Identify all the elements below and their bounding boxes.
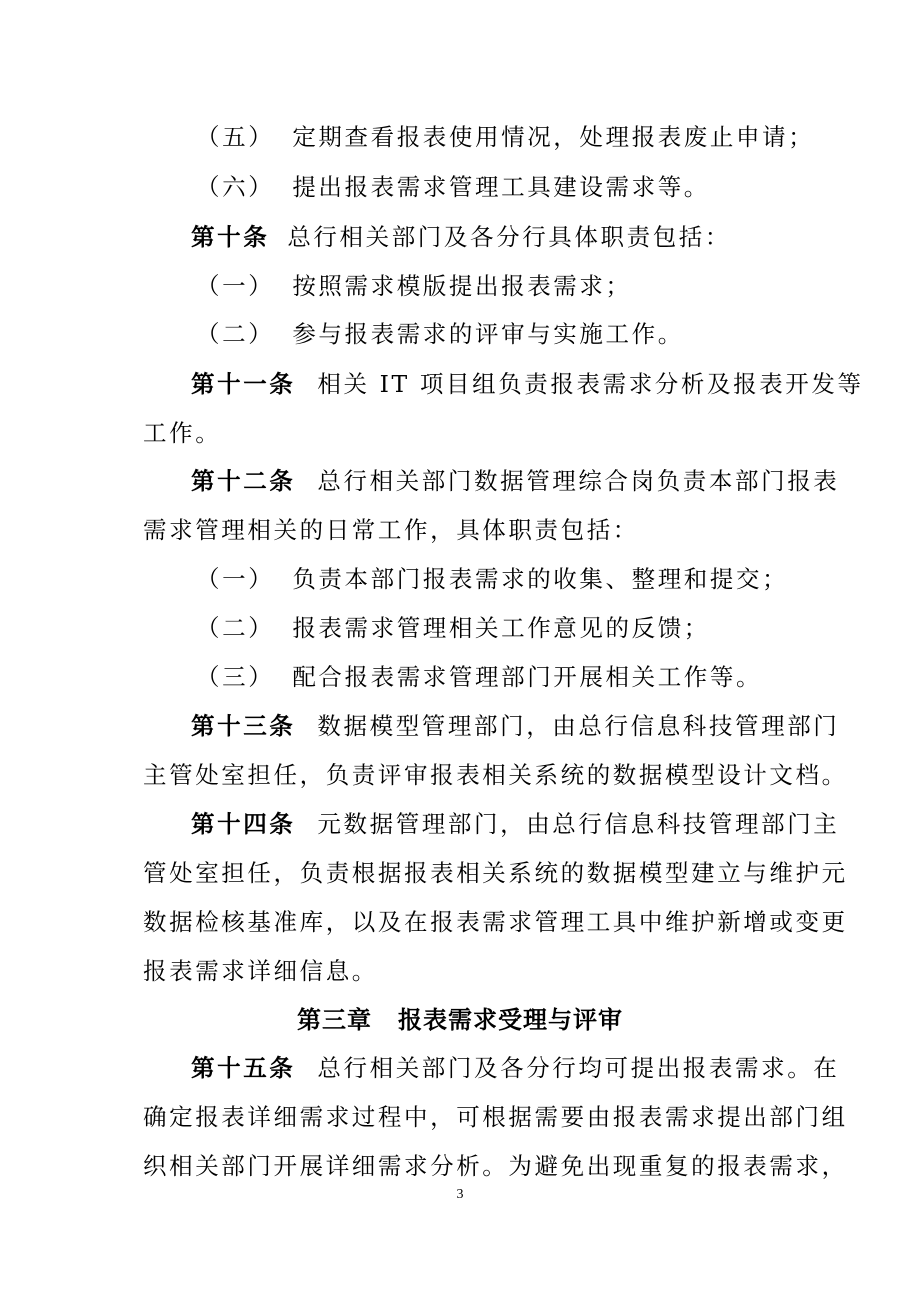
list-item (0, 613, 920, 643)
article-text: 相关 IT 项目组负责报表需求分析及报表开发等 (317, 370, 864, 398)
article-label: 第十一条 (191, 370, 296, 398)
article-text: 数据检核基准库，以及在报表需求管理工具中维护新增或变更 (143, 908, 848, 936)
list-marker: （二） (196, 320, 275, 348)
article-13 (0, 711, 920, 741)
list-item (0, 172, 920, 202)
chapter-title: 报表需求受理与评审 (398, 1005, 623, 1034)
list-item (0, 564, 920, 594)
article-14-continuation (0, 858, 920, 888)
article-15-continuation (0, 1151, 920, 1181)
article-12-continuation (0, 515, 920, 545)
article-text: 确定报表详细需求过程中，可根据需要由报表需求提出部门组 (143, 1103, 848, 1131)
article-text: 数据模型管理部门，由总行信息科技管理部门 (317, 712, 840, 740)
article-text: 主管处室担任，负责评审报表相关系统的数据模型设计文档。 (143, 761, 848, 789)
list-marker: （三） (196, 663, 275, 691)
article-15-continuation (0, 1102, 920, 1132)
article-text: 织相关部门开展详细需求分析。为避免出现重复的报表需求， (143, 1152, 848, 1180)
article-label: 第十五条 (191, 1054, 296, 1082)
list-item-text: 参与报表需求的评审与实施工作。 (292, 320, 684, 348)
article-label: 第十条 (191, 223, 270, 251)
page-number: 3 (456, 1187, 464, 1202)
article-text: 元数据管理部门，由总行信息科技管理部门主 (317, 810, 840, 838)
list-item (0, 122, 920, 152)
chapter-number: 第三章 (297, 1005, 372, 1034)
article-text: 需求管理相关的日常工作，具体职责包括： (143, 516, 639, 544)
article-12 (0, 466, 920, 496)
list-item-text: 定期查看报表使用情况，处理报表废止申请； (292, 123, 815, 151)
article-text: 报表需求详细信息。 (143, 957, 378, 985)
article-14 (0, 809, 920, 839)
list-marker: （六） (196, 173, 275, 201)
article-text: 总行相关部门及各分行具体职责包括： (287, 223, 732, 251)
list-marker: （二） (196, 614, 275, 642)
list-marker: （五） (196, 123, 275, 151)
article-label: 第十二条 (191, 467, 296, 495)
article-label: 第十四条 (191, 810, 296, 838)
list-item-text: 提出报表需求管理工具建设需求等。 (292, 173, 710, 201)
list-item-text: 配合报表需求管理部门开展相关工作等。 (292, 663, 763, 691)
article-11-continuation (0, 418, 920, 448)
article-label: 第十三条 (191, 712, 296, 740)
list-item-text: 报表需求管理相关工作意见的反馈； (292, 614, 710, 642)
list-marker: （一） (196, 565, 275, 593)
list-item (0, 662, 920, 692)
article-10 (0, 222, 920, 252)
article-text: 总行相关部门数据管理综合岗负责本部门报表 (317, 467, 840, 495)
article-14-continuation (0, 907, 920, 937)
article-text: 总行相关部门及各分行均可提出报表需求。在 (317, 1054, 840, 1082)
list-item (0, 271, 920, 301)
list-item-text: 负责本部门报表需求的收集、整理和提交； (292, 565, 789, 593)
chapter-heading (0, 1005, 920, 1035)
article-text: 工作。 (143, 419, 222, 447)
article-15 (0, 1053, 920, 1083)
article-13-continuation (0, 760, 920, 790)
article-11 (0, 369, 920, 399)
list-marker: （一） (196, 272, 275, 300)
article-text: 管处室担任，负责根据报表相关系统的数据模型建立与维护元 (143, 859, 848, 887)
list-item-text: 按照需求模版提出报表需求； (292, 272, 632, 300)
list-item (0, 319, 920, 349)
article-14-continuation (0, 956, 920, 986)
